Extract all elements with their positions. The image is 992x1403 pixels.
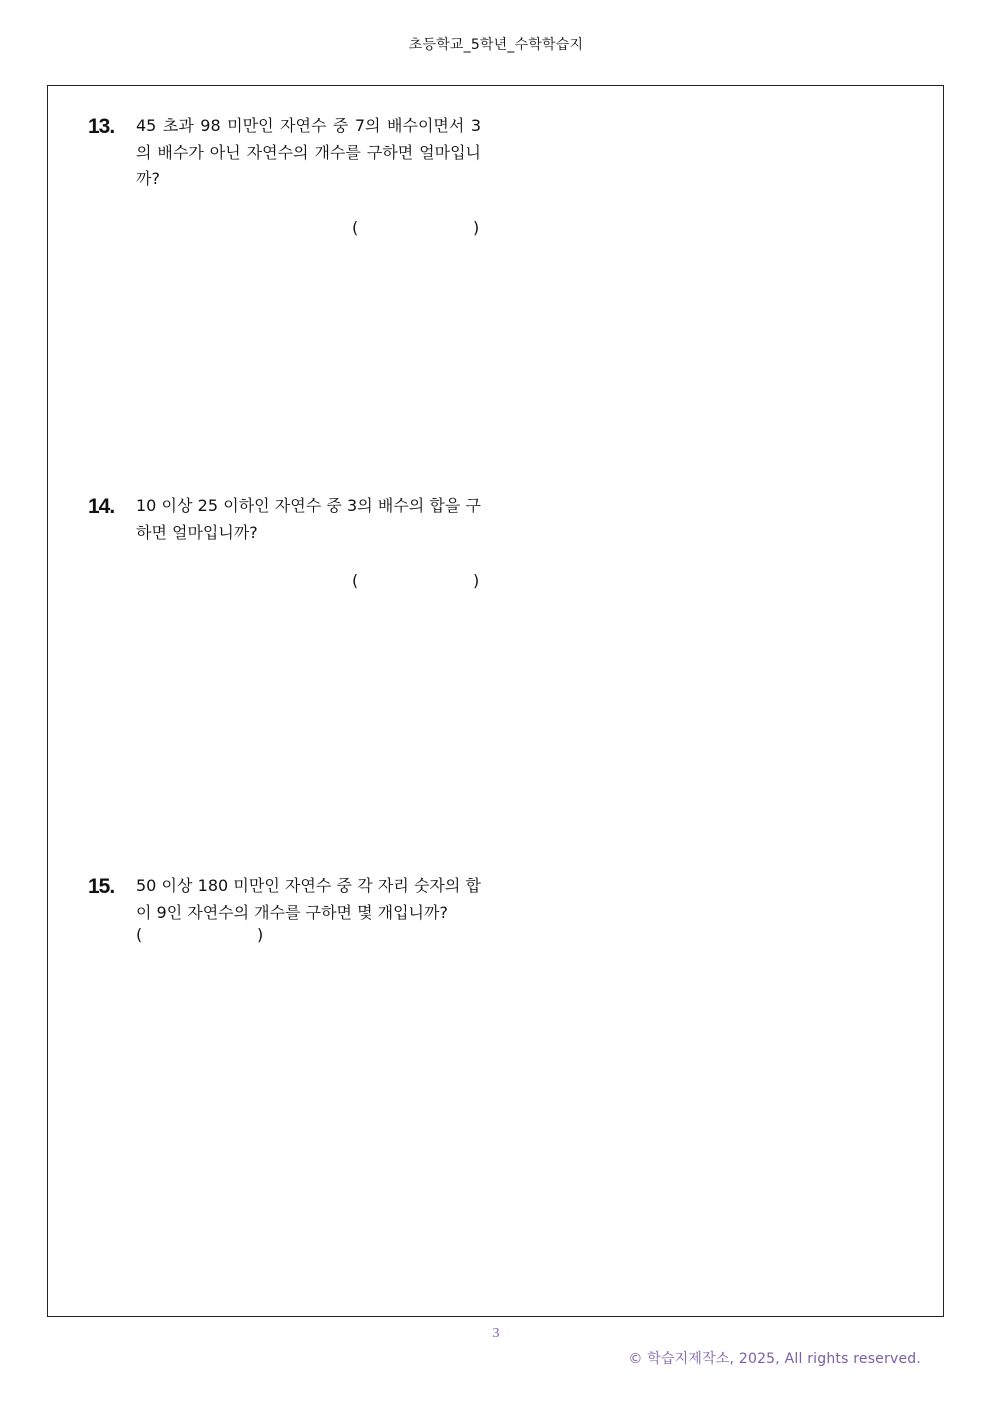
answer-paren-close: ) [473,218,480,237]
answer-paren-open: ( [136,925,143,944]
copyright-notice: © 학습지제작소, 2025, All rights reserved. [628,1351,921,1367]
problem-text: 50 이상 180 미만인 자연수 중 각 자리 숫자의 합이 9인 자연수의 개수를 구하면 몇 개입니까? [136,876,481,922]
answer-paren-close: ) [257,925,264,944]
page-header-title: 초등학교_5학년_수학학습지 [408,37,584,53]
problem-text: 10 이상 25 이하인 자연수 중 3의 배수의 합을 구하면 얼마입니까? [136,496,481,542]
problem-number: 15. [88,875,115,898]
answer-paren-open: ( [352,571,359,590]
answer-paren-open: ( [352,218,359,237]
problem-number: 13. [88,115,115,138]
problem-text: 45 초과 98 미만인 자연수 중 7의 배수이면서 3의 배수가 아닌 자연수의 개수를 구하면 얼마입니까? [136,116,481,188]
page-number: 3 [492,1326,500,1341]
answer-paren-close: ) [473,571,480,590]
problem-number: 14. [88,495,115,518]
content-frame [47,85,944,1317]
